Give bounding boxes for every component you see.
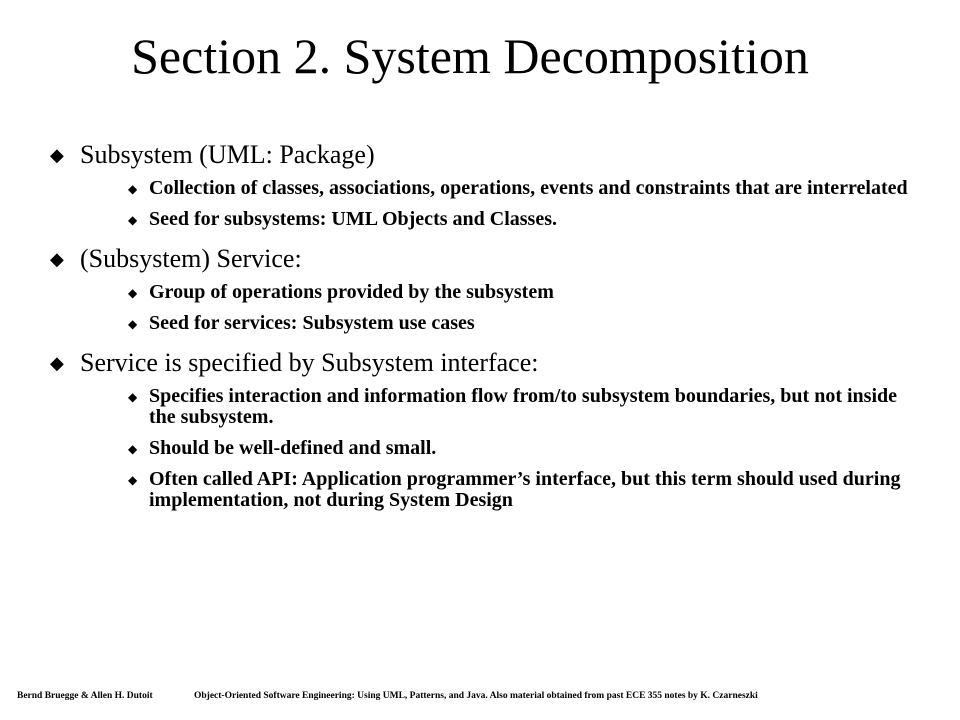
bullet-item [50,348,910,511]
diamond-bullet-icon: ◆ [50,353,64,373]
footer-source: Object-Oriented Software Engineering: Using UML, Patterns, and Java. Also material obtained from past ECE 355 notes by K. Czarneszki [194,691,758,701]
sub-bullet-text: Often called API: Application programmer’s interface, but this term should used during implementation, not during System Design [149,468,901,511]
slide-content [50,140,910,511]
footer-authors: Bernd Bruegge & Allen H. Dutoit [17,691,153,701]
sub-bullet-text: Collection of classes, associations, operations, events and constraints that are interrelated [149,177,908,199]
bullet-text: Service is specified by Subsystem interface: [80,348,539,377]
sub-bullet-text: Should be well-defined and small. [149,437,437,459]
sub-bullet-item [80,438,910,459]
bullet-text: Subsystem (UML: Package) [80,140,375,169]
bullet-item [50,140,910,230]
sub-bullet-text: Seed for subsystems: UML Objects and Classes. [149,208,557,230]
diamond-bullet-icon: ◆ [50,145,64,165]
sub-bullet-item [80,282,910,303]
diamond-bullet-icon: ◆ [128,442,138,456]
slide-footer [17,690,758,702]
sub-bullet-text: Seed for services: Subsystem use cases [149,312,475,334]
sub-bullet-item [80,209,910,230]
sub-bullet-list [80,178,910,230]
diamond-bullet-icon: ◆ [128,317,138,331]
diamond-bullet-icon: ◆ [128,182,138,196]
sub-bullet-list [80,386,910,511]
sub-bullet-item [80,313,910,334]
bullet-item [50,244,910,334]
bullet-text: (Subsystem) Service: [80,244,302,273]
diamond-bullet-icon: ◆ [128,213,138,227]
slide-title: Section 2. System Decomposition [131,28,809,84]
sub-bullet-item [80,178,910,199]
diamond-bullet-icon: ◆ [128,473,138,487]
diamond-bullet-icon: ◆ [128,390,138,404]
sub-bullet-text: Specifies interaction and information flow from/to subsystem boundaries, but not inside the subsystem. [149,385,898,428]
sub-bullet-item [80,386,910,428]
sub-bullet-item [80,469,910,511]
diamond-bullet-icon: ◆ [50,249,64,269]
sub-bullet-text: Group of operations provided by the subsystem [149,281,554,303]
sub-bullet-list [80,282,910,334]
diamond-bullet-icon: ◆ [128,286,138,300]
